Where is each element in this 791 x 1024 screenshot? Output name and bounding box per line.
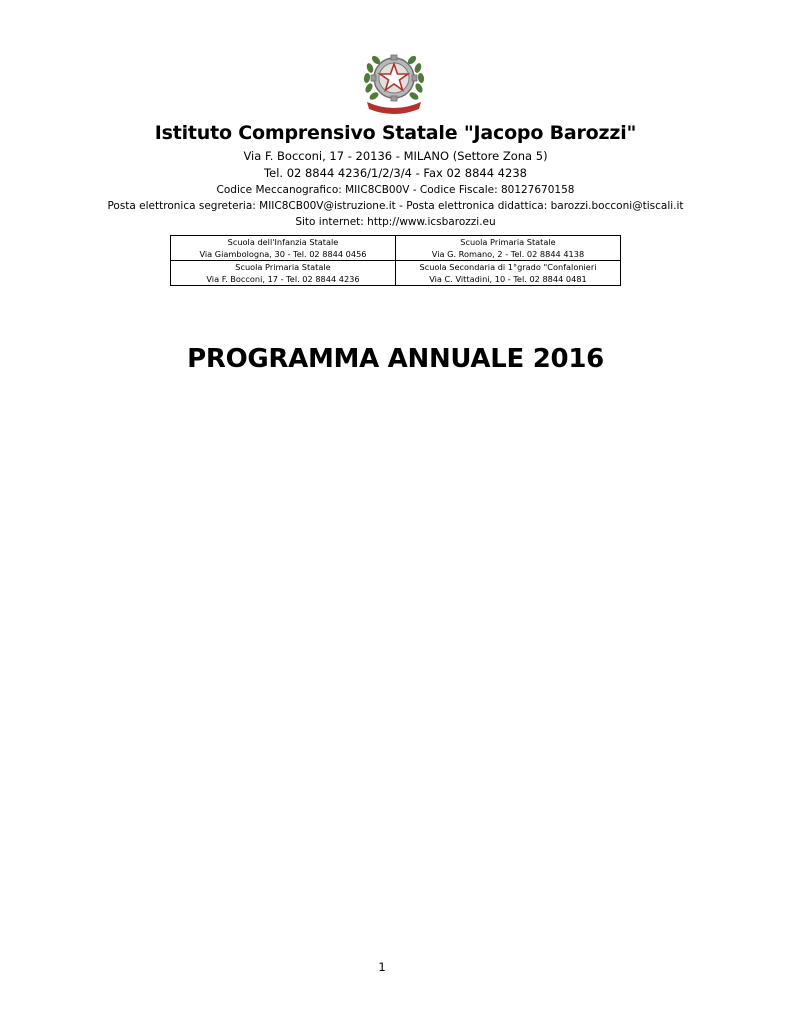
school-site-name: Scuola Primaria Statale: [460, 237, 556, 247]
letterhead: [0, 118, 791, 230]
school-site-address: Via G. Romano, 2 - Tel. 02 8844 4138: [431, 249, 585, 259]
page-number: 1: [378, 960, 386, 974]
school-site-cell: [171, 236, 396, 261]
school-address: Via F. Bocconi, 17 - 20136 - MILANO (Settore Zona 5): [243, 149, 548, 163]
school-site-address: Via Giambologna, 30 - Tel. 02 8844 0456: [199, 249, 367, 259]
document-title: PROGRAMMA ANNUALE 2016: [187, 344, 604, 374]
school-sites-table: [170, 235, 621, 286]
school-site-address: Via F. Bocconi, 17 - Tel. 02 8844 4236: [206, 274, 360, 284]
school-site-name: Scuola Secondaria di 1°grado "Confalonieri: [419, 262, 597, 272]
school-name: Istituto Comprensivo Statale "Jacopo Barozzi": [154, 122, 637, 144]
school-phone: Tel. 02 8844 4236/1/2/3/4 - Fax 02 8844 4238: [264, 166, 527, 180]
school-website: Sito internet: http://www.icsbarozzi.eu: [295, 216, 496, 228]
school-site-cell: [396, 261, 621, 286]
school-site-cell: [171, 261, 396, 286]
school-site-name: Scuola dell'Infanzia Statale: [227, 237, 339, 247]
table-row: [171, 261, 621, 286]
italian-republic-emblem-icon: [359, 48, 429, 116]
table-row: [171, 236, 621, 261]
school-emails: Posta elettronica segreteria: MIIC8CB00V@istruzione.it - Posta elettronica didattica: barozzi.bocconi@tiscali.it: [107, 200, 684, 212]
school-site-address: Via C. Vittadini, 10 - Tel. 02 8844 0481: [429, 274, 587, 284]
school-site-cell: [396, 236, 621, 261]
school-site-name: Scuola Primaria Statale: [235, 262, 331, 272]
school-codes: Codice Meccanografico: MIIC8CB00V - Codice Fiscale: 80127670158: [216, 184, 575, 196]
